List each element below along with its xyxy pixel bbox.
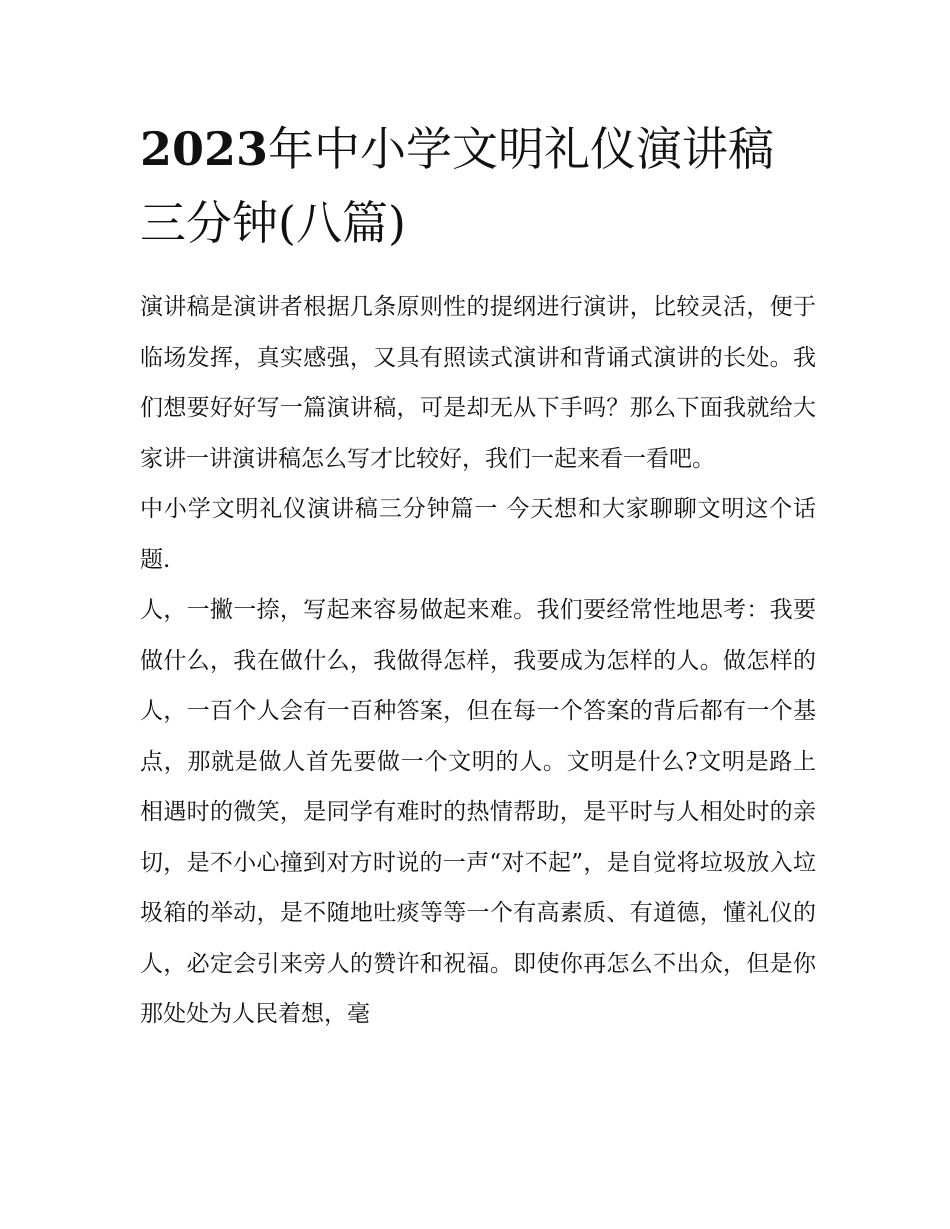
- document-page: [140, 112, 816, 1040]
- document-title: [140, 112, 816, 260]
- title-text: 年中小学文明礼仪演讲稿三分钟(八篇): [140, 122, 775, 250]
- intro-paragraph: 演讲稿是演讲者根据几条原则性的提纲进行演讲，比较灵活，便于临场发挥，真实感强，又具有照读式演讲和背诵式演讲的长处。我们想要好好写一篇演讲稿，可是却无从下手吗？那么下面我就给大家讲一讲演讲稿怎么写才比较好，我们一起来看一看吧。: [140, 294, 816, 472]
- body-paragraph: 人，一撇一捺，写起来容易做起来难。我们要经常性地思考：我要做什么，我在做什么，我做得怎样，我要成为怎样的人。做怎样的人，一百个人会有一百种答案，但在每一个答案的背后都有一个基点，那就是做人首先要做一个文明的人。文明是什么?文明是路上相遇时的微笑，是同学有难时的热情帮助，是平时与人相处时的亲切，是不小心撞到对方时说的一声“对不起”，是自觉将垃圾放入垃圾箱的举动，是不随地吐痰等等一个有高素质、有道德，懂礼仪的人，必定会引来旁人的赞许和祝福。即使你再怎么不出众，但是你那处处为人民着想，毫: [140, 597, 816, 1027]
- title-year: 2023: [140, 122, 269, 176]
- section-heading-paragraph: 中小学文明礼仪演讲稿三分钟篇一 今天想和大家聊聊文明这个话题.: [140, 496, 816, 573]
